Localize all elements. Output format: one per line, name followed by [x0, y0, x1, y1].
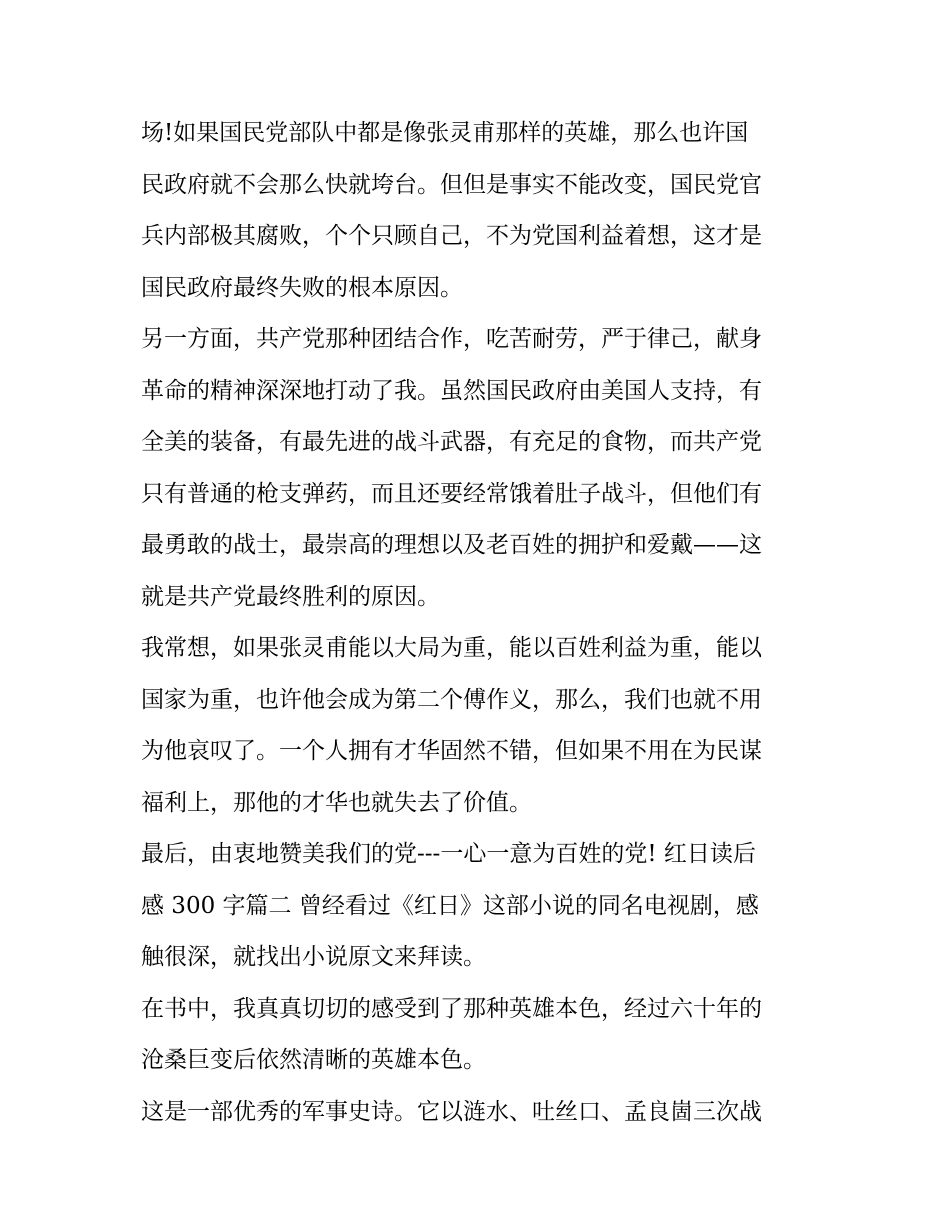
- text-line-12: 国家为重，也许他会成为第二个傅作义，那么，我们也就不用: [141, 686, 762, 713]
- text-line-11: 我常想，如果张灵甫能以大局为重，能以百姓利益为重，能以: [141, 635, 762, 661]
- text-line-7: 全美的装备，有最先进的战斗武器，有充足的食物，而共产党: [141, 429, 762, 455]
- text-line-6: 革命的精神深深地打动了我。虽然国民政府由美国人支持，有: [141, 377, 762, 404]
- text-line-8: 只有普通的枪支弹药，而且还要经常饿着肚子战斗，但他们有: [141, 480, 762, 507]
- text-line-2: 民政府就不会那么快就垮台。但但是事实不能改变，国民党官: [141, 171, 762, 198]
- text-line-4: 国民政府最终失败的根本原因。: [141, 274, 463, 301]
- text-line-5: 另一方面，共产党那种团结合作，吃苦耐劳，严于律己，献身: [141, 326, 762, 352]
- text-line-16: 感 300 字篇二 曾经看过《红日》这部小说的同名电视剧，感: [141, 892, 759, 919]
- text-line-20: 这是一部优秀的军事史诗。它以涟水、吐丝口、孟良崮三次战: [141, 1098, 762, 1125]
- text-line-3: 兵内部极其腐败，个个只顾自己，不为党国利益着想，这才是: [141, 223, 762, 249]
- text-line-9: 最勇敢的战士，最崇高的理想以及老百姓的拥护和爱戴——这: [141, 532, 762, 558]
- text-line-10: 就是共产党最终胜利的原因。: [141, 583, 440, 610]
- text-line-13: 为他哀叹了。一个人拥有才华固然不错，但如果不用在为民谋: [141, 738, 762, 764]
- text-line-18: 在书中，我真真切切的感受到了那种英雄本色，经过六十年的: [141, 995, 762, 1022]
- text-line-19: 沧桑巨变后依然清晰的英雄本色。: [141, 1047, 486, 1073]
- text-line-15: 最后，由衷地赞美我们的党---一心一意为百姓的党! 红日读后: [141, 841, 756, 867]
- text-line-17: 触很深，就找出小说原文来拜读。: [141, 944, 486, 970]
- text-line-1: 场!如果国民党部队中都是像张灵甫那样的英雄，那么也许国: [141, 120, 749, 146]
- body-text: [141, 108, 821, 1138]
- text-line-14: 福利上，那他的才华也就失去了价值。: [141, 789, 532, 816]
